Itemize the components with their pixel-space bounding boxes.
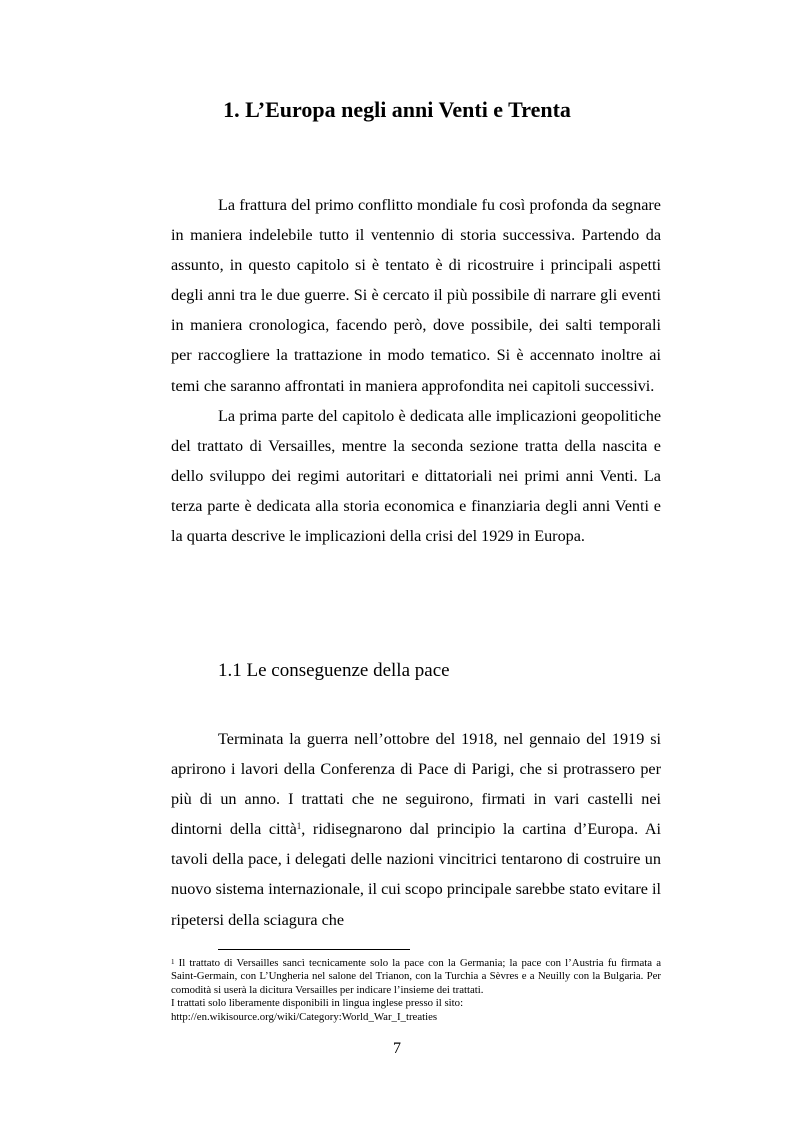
section-body <box>171 724 661 935</box>
section-paragraph-text: , ridisegnarono dal principio la cartina d’Europa. Ai tavoli della pace, i delegati delle nazioni vincitrici tentarono di costruire un nuovo sistema internazionale, il cui scopo principale sarebbe stato evitare il ripetersi della sciagura che <box>171 820 662 929</box>
footnote-paragraph <box>171 957 661 997</box>
intro-section <box>171 190 661 551</box>
footnote-marker: 1 <box>171 958 175 966</box>
footnote-reference[interactable]: 1 <box>296 821 302 832</box>
footnote-divider <box>218 949 410 950</box>
intro-paragraph: La frattura del primo conflitto mondiale fu così profonda da segnare in maniera indelebile tutto il ventennio di storia successiva. Partendo da assunto, in questo capitolo si è tentato è di ricostruire i principali aspetti degli anni tra le due guerre. Si è cercato il più possibile di narrare gli eventi in maniera cronologica, facendo però, dove possibile, dei salti temporali per raccogliere la trattazione in modo tematico. Si è accennato inoltre ai temi che saranno affrontati in maniera approfondita nei capitoli successivi. <box>171 196 661 395</box>
footnote-line: I trattati solo liberamente disponibili in lingua inglese presso il sito: <box>171 997 464 1010</box>
footnote-text: Il trattato di Versailles sancì tecnicamente solo la pace con la Germania; la pace con l’Austria fu firmata a Saint-Germain, con L’Ungheria nel salone del Trianon, con la Turchia a Sèvres e a Neuilly con la Bulgaria. Per comodità si userà la dicitura Versailles per indicare l’insieme dei trattati. <box>171 957 661 996</box>
chapter-title: 1. L’Europa negli anni Venti e Trenta <box>223 97 571 122</box>
page-number: 7 <box>393 1040 401 1057</box>
footnote-url[interactable]: http://en.wikisource.org/wiki/Category:World_War_I_treaties <box>171 1010 438 1023</box>
section-paragraph <box>171 724 661 935</box>
section-paragraph-text: Terminata la guerra nell’ottobre del 1918, nel gennaio del 1919 si aprirono i lavori della Conferenza di Pace di Parigi, che si protrassero per più di un anno. I trattati che ne seguirono, firmati in vari castelli nei dintorni della città <box>171 730 661 839</box>
section-heading: 1.1 Le conseguenze della pace <box>218 660 450 681</box>
footnote <box>171 957 661 1024</box>
intro-paragraph: La prima parte del capitolo è dedicata alle implicazioni geopolitiche del trattato di Versailles, mentre la seconda sezione tratta della nascita e dello sviluppo dei regimi autoritari e dittatoriali nei primi anni Venti. La terza parte è dedicata alla storia economica e finanziaria degli anni Venti e la quarta descrive le implicazioni della crisi del 1929 in Europa. <box>171 406 661 546</box>
